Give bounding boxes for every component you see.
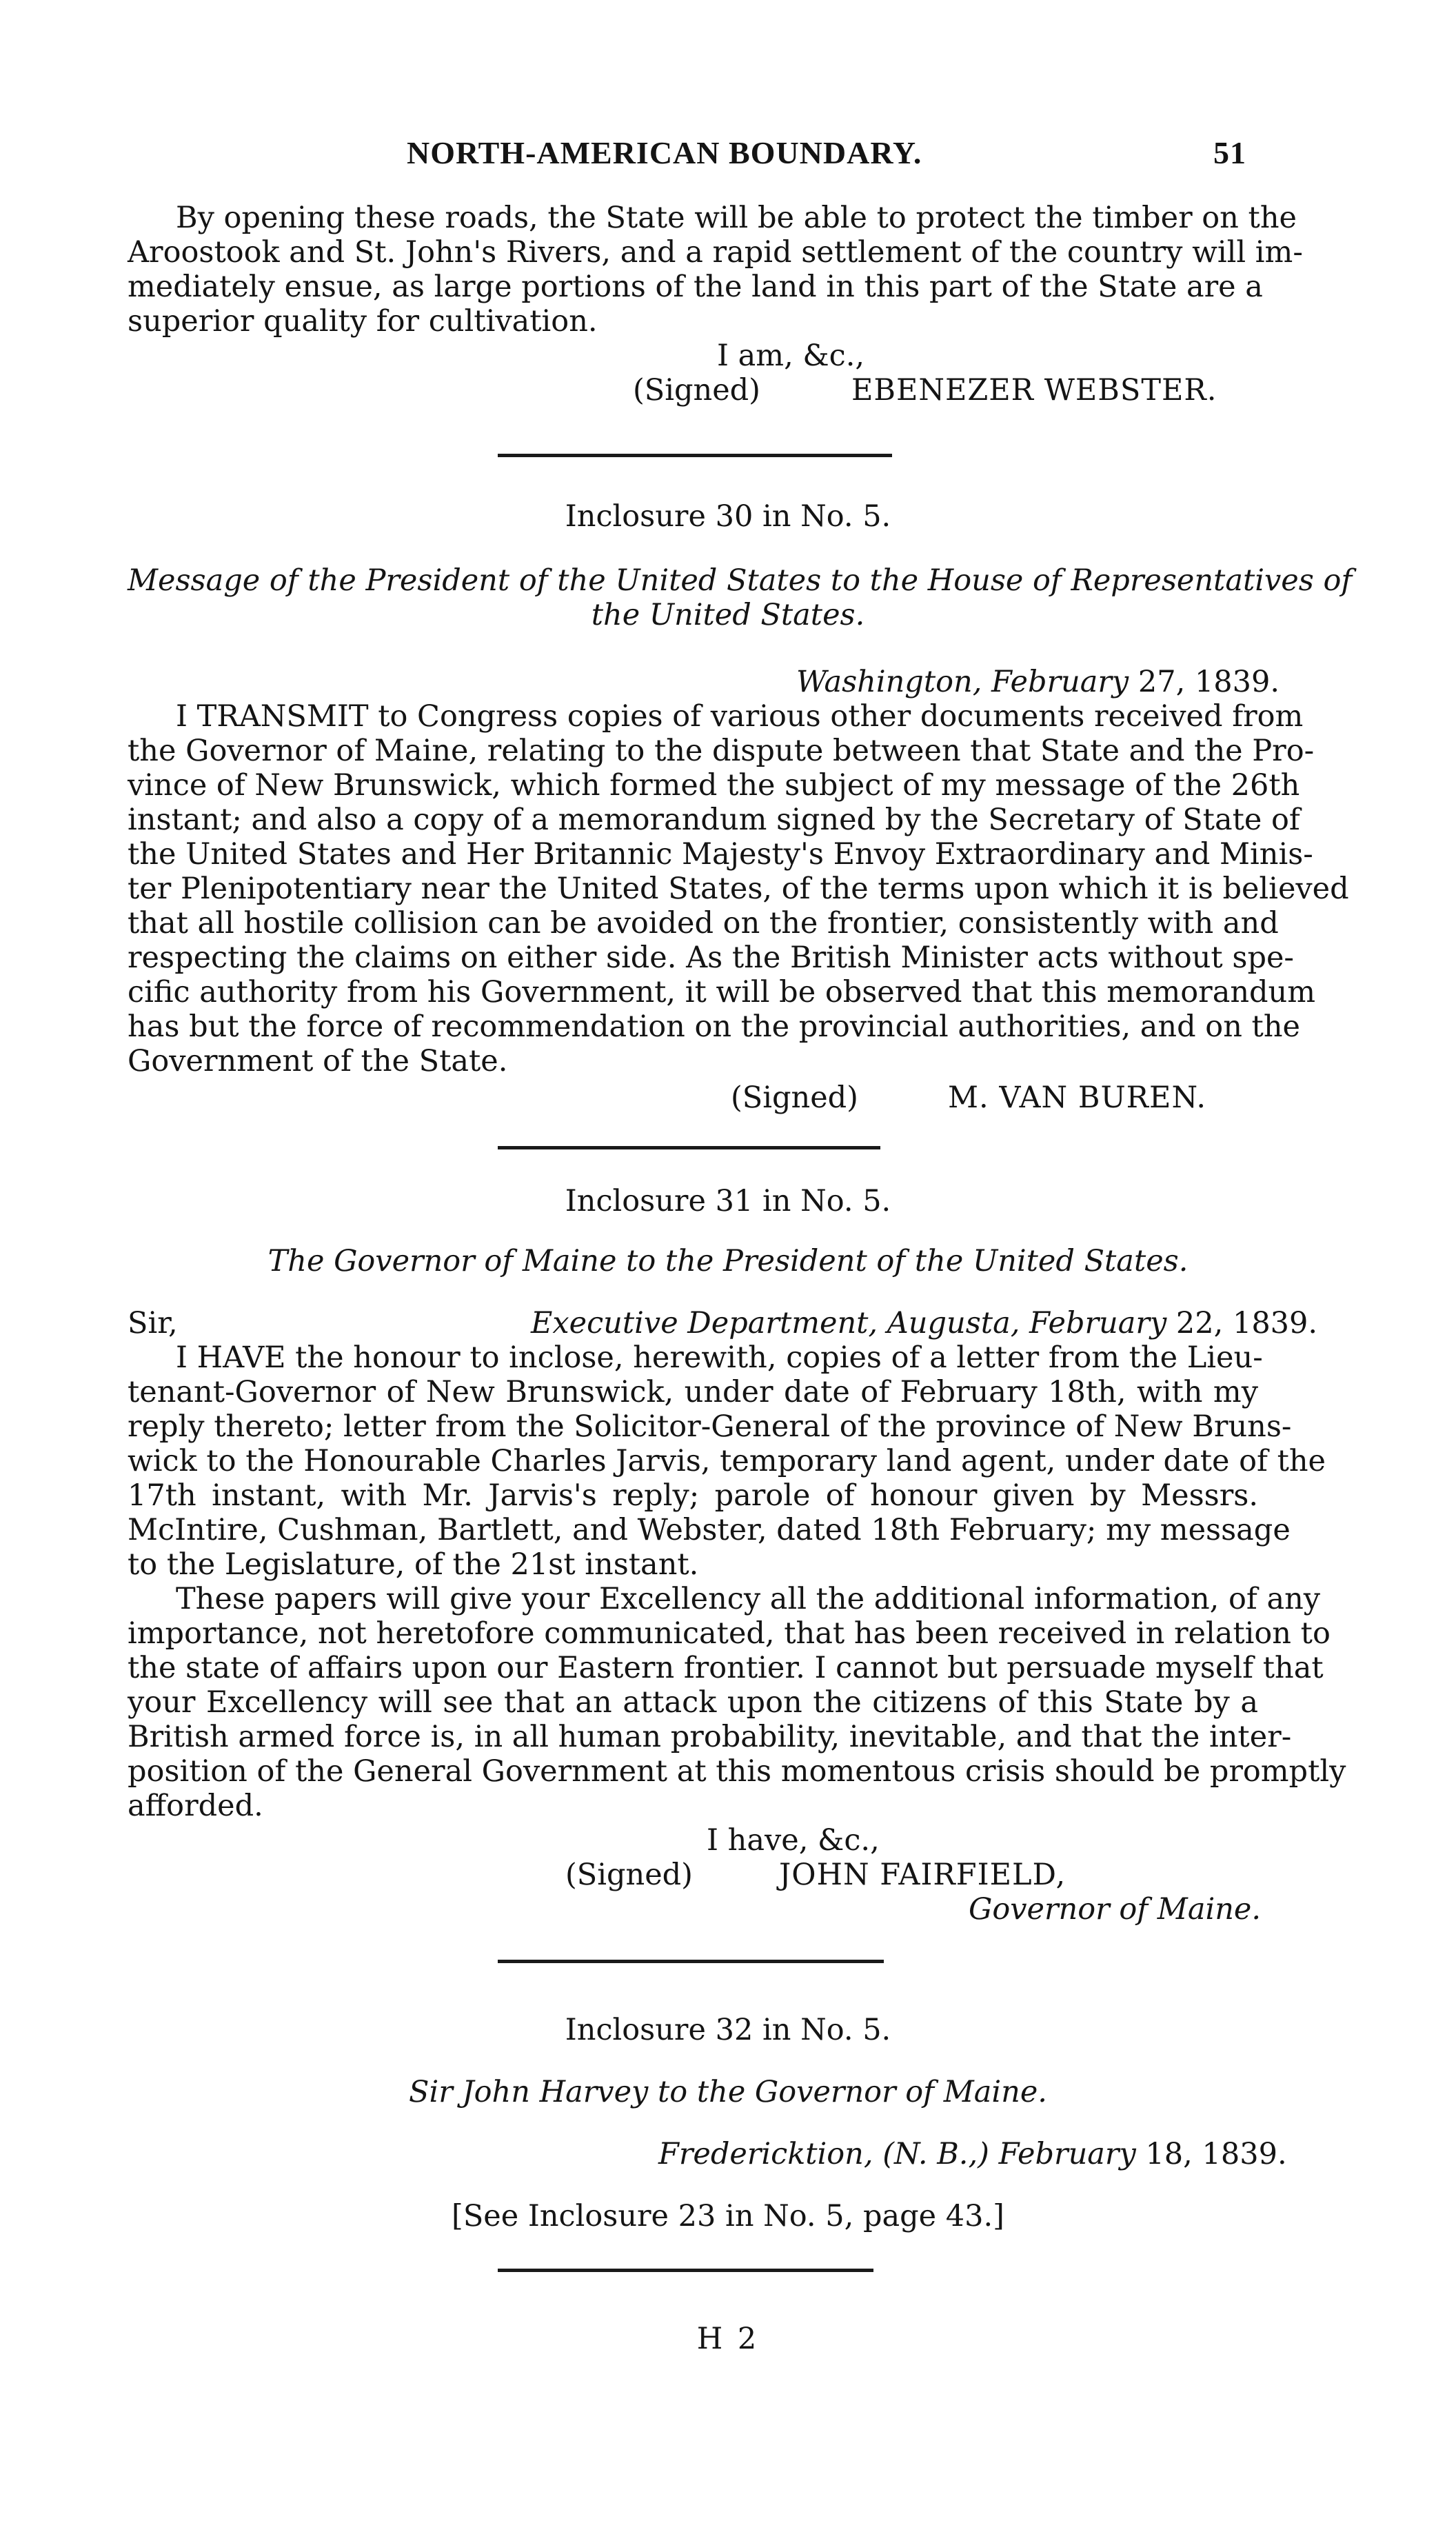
paragraph-line: the state of affairs upon our Eastern frontier. I cannot but persuade myself that [128,1651,1324,1685]
paragraph-line: importance, not heretofore communicated, that has been received in relation to [128,1616,1331,1651]
paragraph-line: mediately ensue, as large portions of the land in this part of the State are a [128,270,1263,304]
cross-reference-note: [See Inclosure 23 in No. 5, page 43.] [452,2199,1004,2233]
paragraph-line: has but the force of recommendation on the provincial authorities, and on the [128,1009,1300,1044]
dateline-date: 27, 1839. [1138,665,1280,699]
salutation: Sir, [128,1306,178,1340]
paragraph-line: respecting the claims on either side. As the British Minister acts without spe- [128,941,1294,975]
inclosure-heading: Inclosure 31 in No. 5. [565,1184,891,1218]
dateline-place: Executive Department, Augusta, February [531,1306,1167,1340]
paragraph-line: 17th instant, with Mr. Jarvis's reply; parole of honour given by Messrs. [128,1478,1258,1513]
inclosure-heading: Inclosure 30 in No. 5. [565,499,891,534]
signer-title: Governor of Maine. [969,1892,1262,1927]
paragraph-line: I HAVE the honour to inclose, herewith, copies of a letter from the Lieu- [176,1340,1263,1375]
letter-closing: I am, &c., [717,339,865,373]
signer-name: JOHN FAIRFIELD, [779,1858,1066,1892]
document-title: the United States. [591,598,865,632]
dateline-place: Fredericktion, (N. B.,) February [658,2137,1136,2171]
paragraph-line: Government of the State. [128,1044,508,1078]
paragraph-line: to the Legislature, of the 21st instant. [128,1547,699,1582]
paragraph-line: superior quality for cultivation. [128,304,598,339]
section-divider [498,1146,880,1149]
signature-mark: H 2 [696,2322,760,2356]
paragraph-line: ter Plenipotentiary near the United States, of the terms upon which it is believed [128,872,1349,906]
dateline-place: Washington, February [796,665,1129,699]
document-title: Sir John Harvey to the Governor of Maine. [409,2075,1047,2109]
paragraph-line: afforded. [128,1789,263,1823]
paragraph-line: the Governor of Maine, relating to the dispute between that State and the Pro- [128,734,1315,768]
paragraph-line: McIntire, Cushman, Bartlett, and Webster, dated 18th February; my message [128,1513,1291,1547]
dateline-date: 18, 1839. [1145,2137,1287,2171]
dateline [796,665,1280,699]
dateline [531,1307,1317,1340]
section-divider [498,2269,873,2272]
inclosure-heading: Inclosure 32 in No. 5. [565,2013,891,2047]
paragraph-line: instant; and also a copy of a memorandum signed by the Secretary of State of [128,803,1300,837]
paragraph-line: the United States and Her Britannic Majesty's Envoy Extraordinary and Minis- [128,837,1313,872]
dateline [658,2138,1287,2171]
running-title: NORTH-AMERICAN BOUNDARY. [407,135,922,170]
paragraph-line: vince of New Brunswick, which formed the subject of my message of the 26th [128,768,1300,803]
paragraph-line: By opening these roads, the State will be able to protect the timber on the [176,201,1297,235]
letter-closing: I have, &c., [707,1823,880,1858]
paragraph-line: tenant-Governor of New Brunswick, under date of February 18th, with my [128,1375,1258,1409]
signer-name: EBENEZER WEBSTER. [851,373,1217,408]
paragraph-line: I TRANSMIT to Congress copies of various other documents received from [176,699,1304,734]
signed-label: (Signed) [633,373,760,408]
paragraph-line: These papers will give your Excellency all the additional information, of any [176,1582,1321,1616]
signed-label: (Signed) [565,1858,693,1892]
paragraph-line: your Excellency will see that an attack upon the citizens of this State by a [128,1685,1258,1720]
document-title: Message of the President of the United States to the House of Representatives of [128,563,1353,598]
signer-name: M. VAN BUREN. [948,1081,1206,1115]
paragraph-line: wick to the Honourable Charles Jarvis, temporary land agent, under date of the [128,1444,1326,1478]
paragraph-line: cific authority from his Government, it will be observed that this memorandum [128,975,1316,1009]
paragraph-line: that all hostile collision can be avoided on the frontier, consistently with and [128,906,1279,941]
paragraph-line: British armed force is, in all human probability, inevitable, and that the inter- [128,1720,1292,1754]
dateline-date: 22, 1839. [1175,1306,1318,1340]
page-number: 51 [1213,135,1246,170]
section-divider [498,454,892,457]
document-title: The Governor of Maine to the President of the United States. [267,1244,1189,1278]
paragraph-line: reply thereto; letter from the Solicitor-General of the province of New Bruns- [128,1409,1292,1444]
paragraph-line: Aroostook and St. John's Rivers, and a rapid settlement of the country will im- [128,235,1303,270]
paragraph-line: position of the General Government at this momentous crisis should be promptly [128,1754,1346,1789]
section-divider [498,1960,884,1963]
signed-label: (Signed) [731,1081,858,1115]
